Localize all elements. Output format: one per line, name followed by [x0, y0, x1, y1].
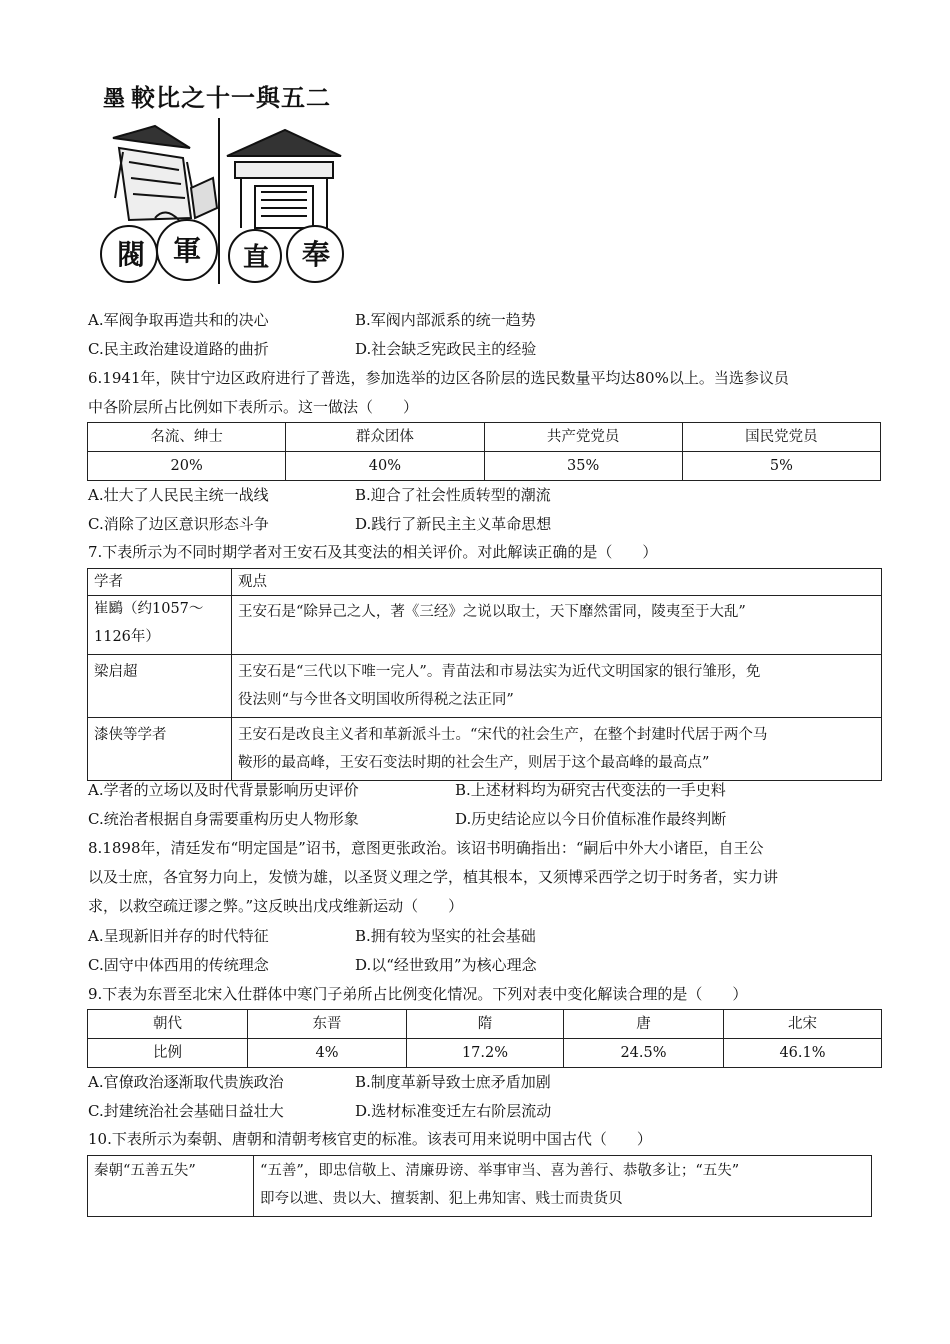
q7-table [87, 568, 882, 781]
cartoon-seal-text: 墨 [103, 86, 126, 112]
q6-value-1: 20% [88, 452, 286, 481]
ball-char-2: 軍 [173, 234, 202, 267]
q7-row3-view [232, 718, 882, 781]
q7-row1-view [232, 596, 882, 655]
q9-row-ratio [88, 1039, 882, 1068]
q9-dynasty-3: 唐 [564, 1010, 724, 1039]
q5-option-a: A.军阀争取再造共和的决心 [88, 311, 269, 329]
q6-stem-line2: 中各阶层所占比例如下表所示。这一做法（ ） [88, 398, 419, 416]
q8-option-a: A.呈现新旧并存的时代特征 [88, 927, 269, 945]
q7-row2-view-line2: 役法则“与今世各文明国收所得税之法正同” [238, 692, 514, 708]
q8-option-c: C.固守中体西用的传统理念 [88, 956, 269, 974]
q9-dynasty-2: 隋 [407, 1010, 564, 1039]
q7-row1-scholar-line1: 崔鶠（约1057～ [94, 601, 204, 617]
q8-stem-line1: 8.1898年，清廷发布“明定国是”诏书，意图更张政治。该诏书明确指出：“嗣后中外大小诸臣，自王公 [88, 839, 764, 857]
q6-header-2: 群众团体 [286, 423, 484, 452]
q9-dynasty-4: 北宋 [724, 1010, 882, 1039]
q8-option-b: B.拥有较为坚实的社会基础 [355, 927, 536, 945]
q6-option-c: C.消除了边区意识形态斗争 [88, 515, 269, 533]
q7-row2-view-line1: 王安石是“三代以下唯一完人”。青苗法和市易法实为近代文明国家的银行雏形，免 [238, 664, 761, 680]
q7-row2-view [232, 655, 882, 718]
q6-table-header-row [88, 423, 881, 452]
q5-option-d: D.社会缺乏宪政民主的经验 [355, 340, 537, 358]
q8-stem-line2: 以及士庶，各宜努力向上，发愤为雄，以圣贤义理之学，植其根本，又须博采西学之切于时务者，实力讲 [88, 868, 779, 886]
q10-table [87, 1155, 872, 1217]
q7-row1-scholar-line2: 1126年） [94, 629, 160, 645]
q6-header-4: 国民党党员 [682, 423, 880, 452]
q6-header-3: 共产党党员 [484, 423, 682, 452]
q7-row-3 [88, 718, 882, 781]
q7-row3-scholar: 漆侠等学者 [88, 718, 232, 781]
ball-char-4: 奉 [302, 238, 331, 271]
q7-row1-view-line1: 王安石是“除异己之人，著《三经》之说以取士，天下靡然雷同，陵夷至于大乱” [238, 604, 746, 620]
q9-row-dynasty [88, 1010, 882, 1039]
q7-row-2 [88, 655, 882, 718]
q10-row-label: 秦朝“五善五失” [88, 1156, 254, 1217]
q7-header-row [88, 569, 882, 596]
q10-stem: 10.下表所示为秦朝、唐朝和清朝考核官吏的标准。该表可用来说明中国古代（ ） [88, 1130, 652, 1148]
q7-row3-view-line2: 鞍形的最高峰，王安石变法时期的社会生产，则居于这个最高峰的最高点” [238, 755, 710, 771]
q8-stem-line3: 求，以救空疏迂谬之弊。”这反映出戊戌维新运动（ ） [88, 897, 464, 915]
q5-option-c: C.民主政治建设道路的曲折 [88, 340, 269, 358]
q6-option-b: B.迎合了社会性质转型的潮流 [355, 486, 551, 504]
q7-option-b: B.上述材料均为研究古代变法的一手史料 [455, 781, 726, 799]
q7-option-a: A.学者的立场以及时代背景影响历史评价 [88, 781, 359, 799]
q6-option-d: D.践行了新民主主义革命思想 [355, 515, 552, 533]
q7-row-1 [88, 596, 882, 655]
q9-ratio-3: 24.5% [564, 1039, 724, 1068]
ball-char-1: 閥 [117, 238, 146, 271]
cartoon-illustration [95, 78, 347, 284]
q8-option-d: D.以“经世致用”为核心理念 [355, 956, 537, 974]
q10-content-line1: “五善”，即忠信敬上、清廉毋谤、举事审当、喜为善行、恭敬多让；“五失” [260, 1163, 740, 1179]
q7-option-c: C.统治者根据自身需要重构历史人物形象 [88, 810, 359, 828]
q9-ratio-4: 46.1% [724, 1039, 882, 1068]
q9-stem: 9.下表为东晋至北宋入仕群体中寒门子弟所占比例变化情况。下列对表中变化解读合理的是（ ） [88, 985, 748, 1003]
q7-header-view: 观点 [232, 569, 882, 596]
q9-dynasty-1: 东晋 [248, 1010, 407, 1039]
q6-table [87, 422, 881, 481]
q7-header-scholar: 学者 [88, 569, 232, 596]
q6-option-a: A.壮大了人民民主统一战线 [88, 486, 269, 504]
q7-option-d: D.历史结论应以今日价值标准作最终判断 [455, 810, 727, 828]
q6-header-1: 名流、绅士 [88, 423, 286, 452]
q9-ratio-1: 4% [248, 1039, 407, 1068]
q9-option-a: A.官僚政治逐渐取代贵族政治 [88, 1073, 284, 1091]
q10-row-content [254, 1156, 872, 1217]
ball-char-3: 直 [243, 243, 270, 273]
q7-row3-view-line1: 王安石是改良主义者和革新派斗士。“宋代的社会生产，在整个封建时代居于两个马 [238, 727, 768, 743]
q9-option-b: B.制度革新导致士庶矛盾加剧 [355, 1073, 551, 1091]
q6-value-3: 35% [484, 452, 682, 481]
q7-row1-scholar [88, 596, 232, 655]
q9-option-c: C.封建统治社会基础日益壮大 [88, 1102, 284, 1120]
q6-table-value-row [88, 452, 881, 481]
q6-value-2: 40% [286, 452, 484, 481]
q7-stem: 7.下表所示为不同时期学者对王安石及其变法的相关评价。对此解读正确的是（ ） [88, 543, 658, 561]
q9-ratio-2: 17.2% [407, 1039, 564, 1068]
q6-value-4: 5% [682, 452, 880, 481]
q9-table [87, 1009, 882, 1068]
q7-row2-scholar: 梁启超 [88, 655, 232, 718]
q9-row1-label: 朝代 [88, 1010, 248, 1039]
q9-option-d: D.选材标准变迁左右阶层流动 [355, 1102, 552, 1120]
q10-content-line2: 即夸以迣、贵以大、擅裚割、犯上弗知害、贱士而贵货贝 [260, 1191, 623, 1207]
q6-stem-line1: 6.1941年，陕甘宁边区政府进行了普选，参加选举的边区各阶层的选民数量平均达80%以上。当选参议员 [88, 369, 789, 387]
q5-option-b: B.军阀内部派系的统一趋势 [355, 311, 536, 329]
cartoon-caption: 較比之十一與五二 [131, 83, 331, 112]
q9-row2-label: 比例 [88, 1039, 248, 1068]
q10-row-qin [88, 1156, 872, 1217]
